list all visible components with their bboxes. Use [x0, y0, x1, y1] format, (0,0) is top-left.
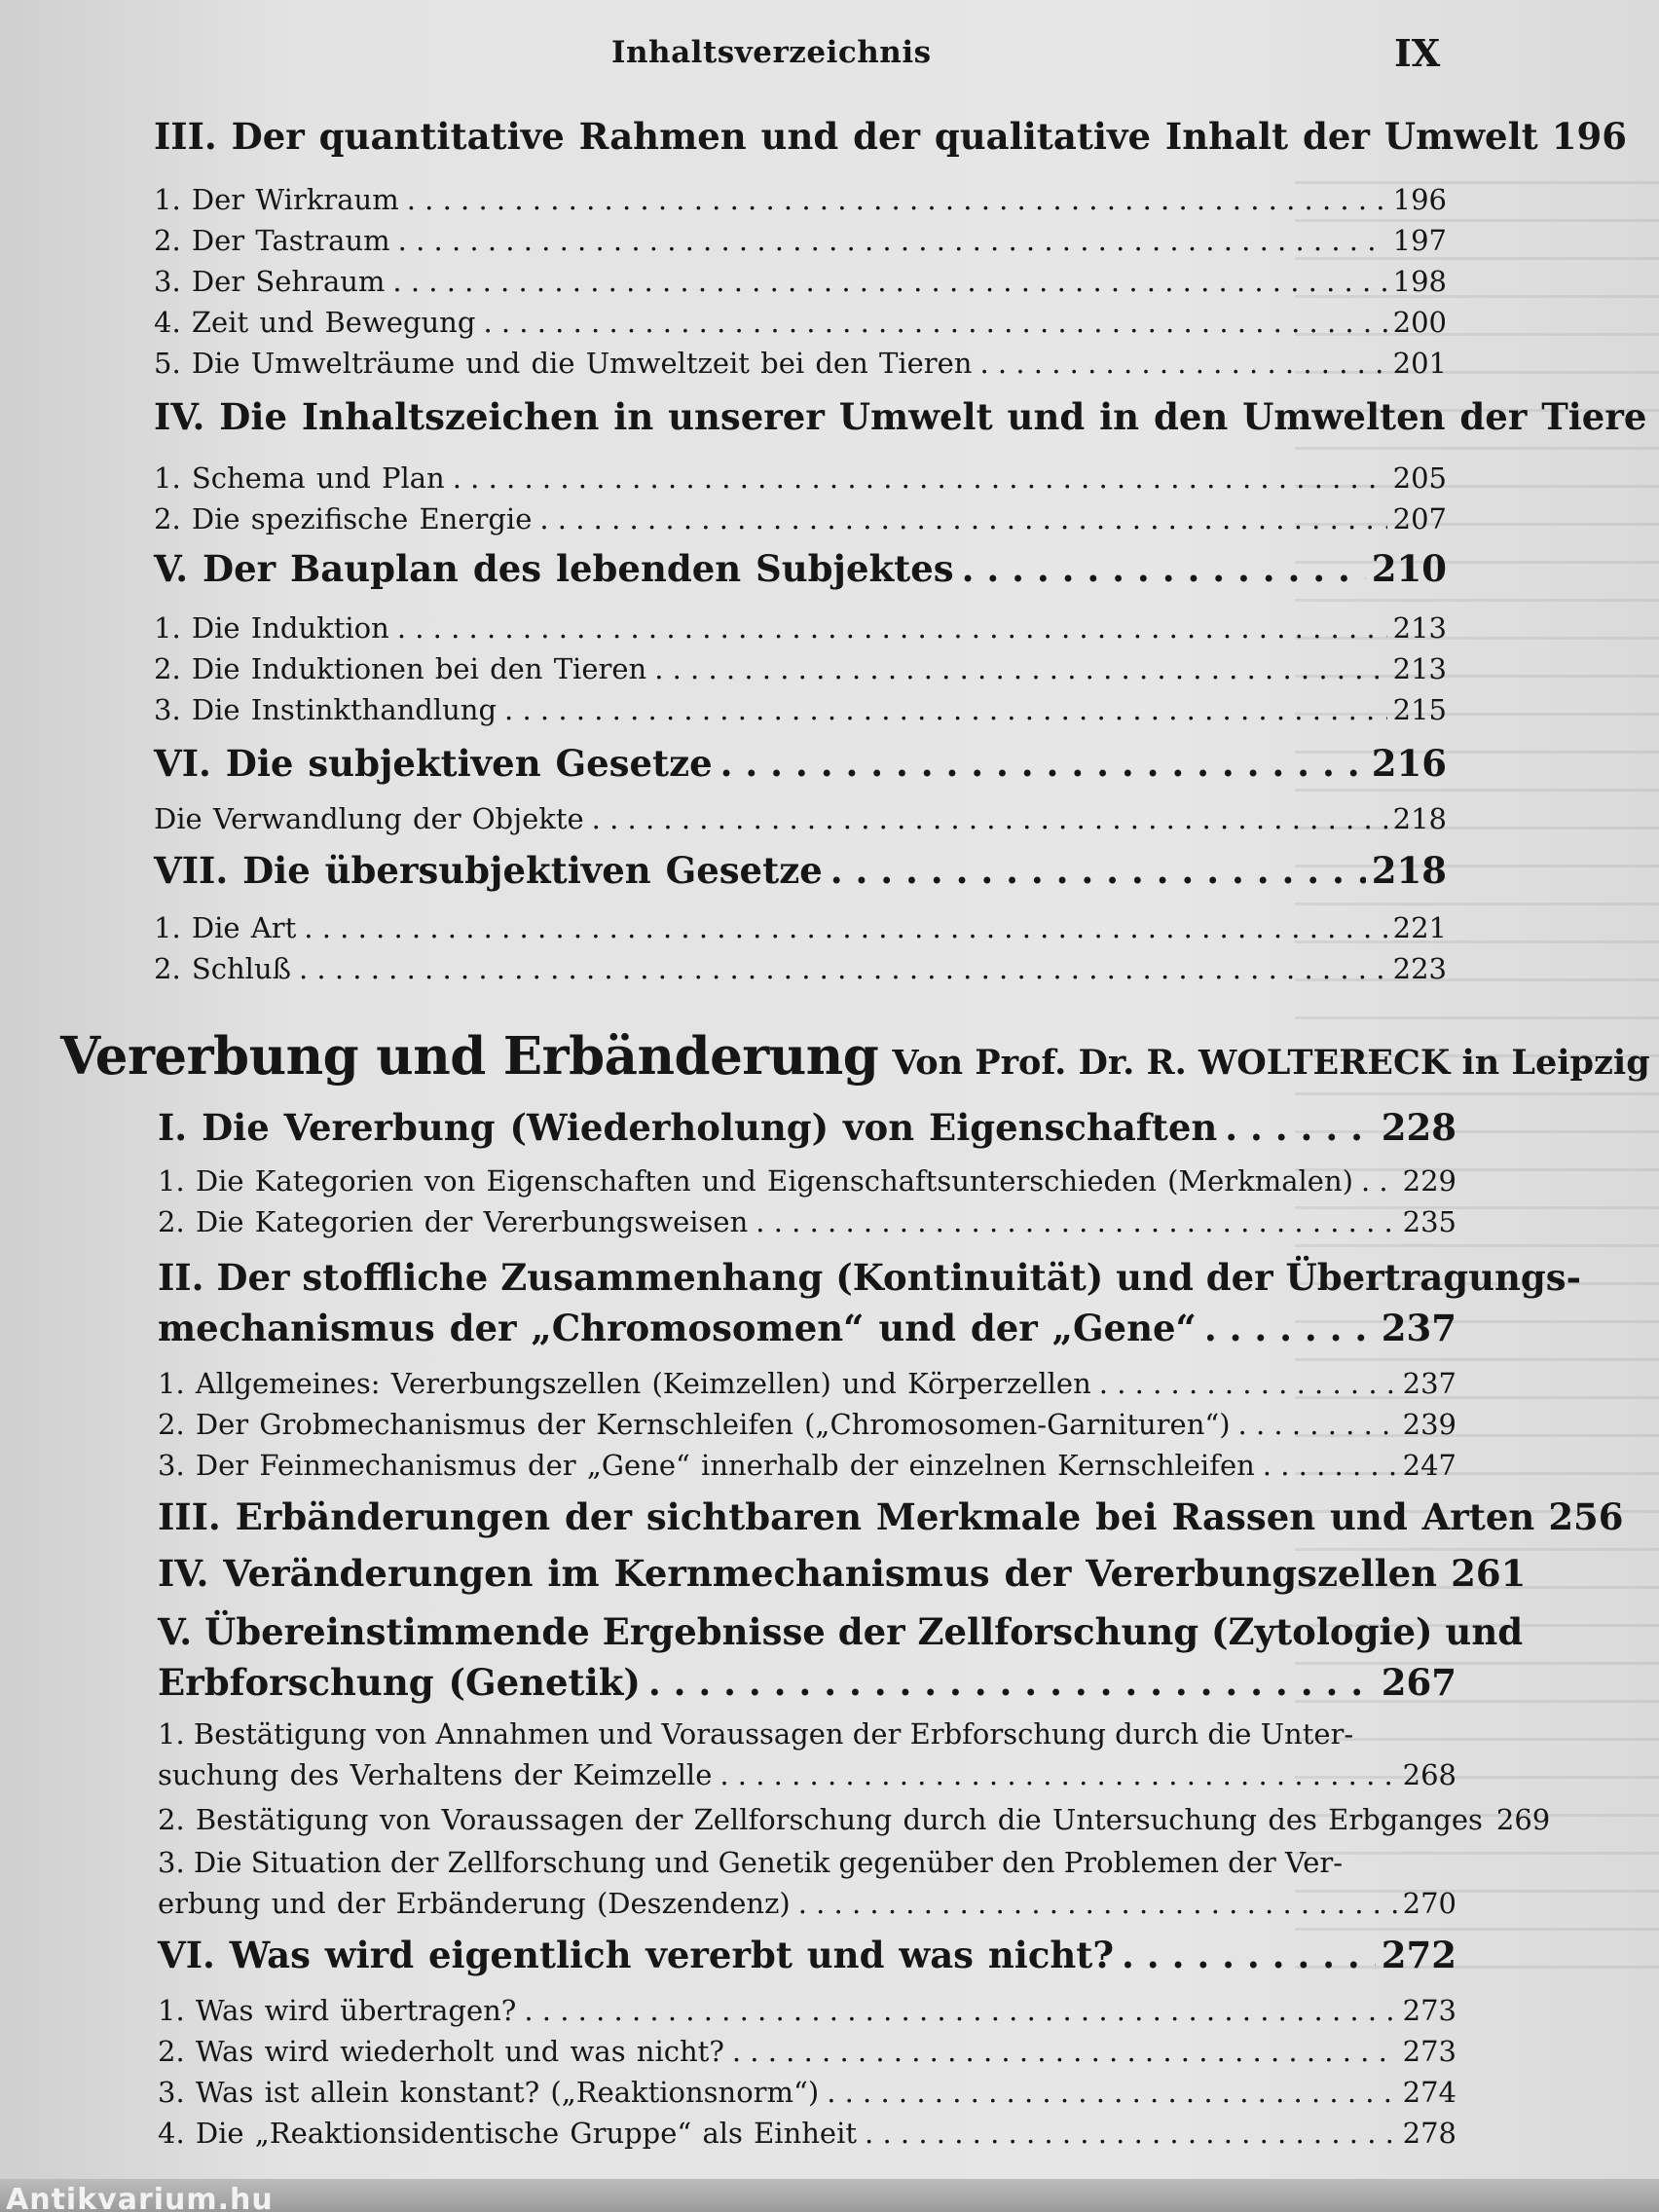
- toc-entry: VII. Die übersubjektiven Gesetze . . . 218: [154, 849, 1447, 892]
- toc-entry: 3. Was ist allein konstant? („Reaktionsnorm“) . . . 274: [158, 2076, 1456, 2109]
- toc-entry: 1. Die Art . . . 221: [154, 911, 1447, 944]
- toc-entry: 2. Schluß . . . 223: [154, 952, 1447, 985]
- toc-entry: 4. Die „Reaktionsidentische Gruppe“ als Einheit . . . 278: [158, 2117, 1456, 2150]
- toc-entry: 2. Der Grobmechanismus der Kernschleifen („Chromosomen-Garnituren“) . . . 239: [158, 1408, 1456, 1441]
- running-header: [0, 29, 1659, 78]
- toc-entry: 3. Der Sehraum . . . 198: [154, 265, 1447, 298]
- toc-entry: 1. Schema und Plan . . . 205: [154, 461, 1447, 495]
- header-page-number: IX: [1394, 31, 1441, 75]
- toc-entry-line: II. Der stoffliche Zusammenhang (Kontinuität) und der Übertragungs-: [158, 1256, 1581, 1299]
- toc-entry: III. Erbänderungen der sichtbaren Merkmale bei Rassen und Arten 256: [158, 1495, 1624, 1538]
- toc-entry: 1. Der Wirkraum . . . 196: [154, 183, 1447, 216]
- toc-entry: erbung und der Erbänderung (Deszendenz) . . . 270: [158, 1887, 1456, 1920]
- watermark-text: Antikvarium.hu: [6, 2183, 274, 2212]
- part-title: Vererbung und Erbänderung: [60, 1026, 879, 1087]
- toc-entry: 3. Die Instinkthandlung . . . 215: [154, 693, 1447, 726]
- header-title: Inhaltsverzeichnis: [611, 35, 932, 70]
- toc-entry: IV. Veränderungen im Kernmechanismus der Vererbungszellen 261: [158, 1552, 1527, 1595]
- toc-entry: mechanismus der „Chromosomen“ und der „Gene“ . . . 237: [158, 1307, 1456, 1349]
- toc-entry-line: 3. Die Situation der Zellforschung und Genetik gegenüber den Problemen der Ver-: [158, 1846, 1344, 1879]
- toc-entry: 5. Die Umwelträume und die Umweltzeit bei den Tieren . . . 201: [154, 347, 1447, 380]
- toc-entry: 2. Die Induktionen bei den Tieren . . . 213: [154, 652, 1447, 685]
- toc-entry: 1. Was wird übertragen? . . . 273: [158, 1994, 1456, 2027]
- toc-entry: V. Der Bauplan des lebenden Subjektes . . . 210: [154, 547, 1447, 590]
- toc-entry: 2. Was wird wiederholt und was nicht? . . . 273: [158, 2035, 1456, 2068]
- toc-entry: VI. Was wird eigentlich vererbt und was nicht? . . . 272: [158, 1934, 1456, 1976]
- part-author: Von Prof. Dr. R. WOLTERECK in Leipzig: [892, 1043, 1650, 1083]
- toc-entry: Die Verwandlung der Objekte . . . 218: [154, 802, 1447, 835]
- toc-entry: 4. Zeit und Bewegung . . . 200: [154, 306, 1447, 339]
- toc-entry: IV. Die Inhaltszeichen in unserer Umwelt und in den Umwelten der Tiere: [154, 395, 1647, 438]
- toc-entry: I. Die Vererbung (Wiederholung) von Eigenschaften . . . 228: [158, 1106, 1456, 1149]
- toc-entry: Erbforschung (Genetik) . . . 267: [158, 1661, 1456, 1704]
- toc-entry: suchung des Verhaltens der Keimzelle . . . 268: [158, 1758, 1456, 1791]
- toc-entry: 1. Die Kategorien von Eigenschaften und Eigenschaftsunterschieden (Merkmalen) . . . 229: [158, 1164, 1456, 1198]
- toc-entry-line: V. Übereinstimmende Ergebnisse der Zellforschung (Zytologie) und: [158, 1610, 1524, 1653]
- watermark-strip: [0, 2179, 1659, 2212]
- toc-entry: 3. Der Feinmechanismus der „Gene“ innerhalb der einzelnen Kernschleifen . . . 247: [158, 1449, 1456, 1482]
- toc-entry: 2. Die spezifische Energie . . . 207: [154, 502, 1447, 535]
- toc-entry: 2. Die Kategorien der Vererbungsweisen . . . 235: [158, 1205, 1456, 1238]
- toc-entry: 1. Die Induktion . . . 213: [154, 611, 1447, 645]
- toc-entry: 2. Der Tastraum . . . 197: [154, 224, 1447, 257]
- toc-entry: III. Der quantitative Rahmen und der qualitative Inhalt der Umwelt 196: [154, 115, 1627, 158]
- toc-entry-line: 1. Bestätigung von Annahmen und Voraussagen der Erbforschung durch die Unter-: [158, 1717, 1354, 1751]
- toc-entry: VI. Die subjektiven Gesetze . . . 216: [154, 742, 1447, 785]
- toc-entry: 1. Allgemeines: Vererbungszellen (Keimzellen) und Körperzellen . . . 237: [158, 1367, 1456, 1400]
- part-heading: [60, 1026, 1650, 1087]
- toc-entry: 2. Bestätigung von Voraussagen der Zellforschung durch die Untersuchung des Erbganges 269: [158, 1803, 1551, 1836]
